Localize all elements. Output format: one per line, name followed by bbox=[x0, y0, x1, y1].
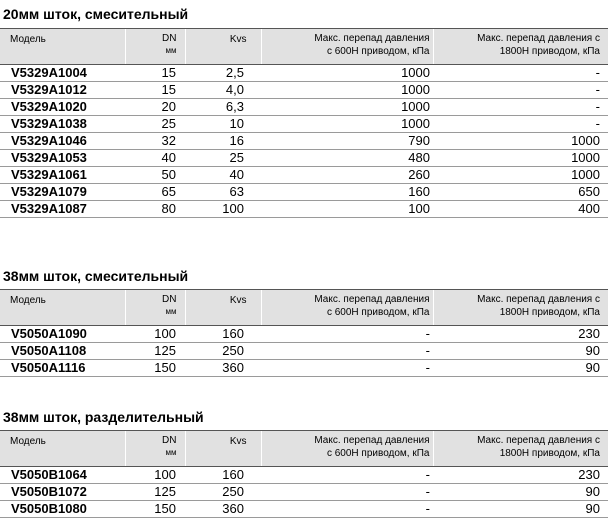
p1800-cell: 90 bbox=[433, 343, 608, 360]
column-header-pressure-600n bbox=[261, 431, 433, 467]
model-cell: V5050A1116 bbox=[0, 360, 125, 377]
model-cell: V5050B1080 bbox=[0, 501, 125, 518]
p600-cell: - bbox=[261, 484, 433, 501]
p600-cell: 100 bbox=[261, 201, 433, 218]
model-cell: V5050B1064 bbox=[0, 467, 125, 484]
column-header-dn bbox=[125, 290, 185, 326]
dn-label: DN bbox=[162, 33, 177, 44]
model-cell: V5329A1004 bbox=[0, 65, 125, 82]
p600-cell: 260 bbox=[261, 167, 433, 184]
dn-cell: 150 bbox=[125, 501, 185, 518]
p600-cell: - bbox=[261, 360, 433, 377]
p1800-cell: - bbox=[433, 65, 608, 82]
p600-cell: 1000 bbox=[261, 82, 433, 99]
column-header-pressure-1800n bbox=[433, 431, 608, 467]
p600-cell: - bbox=[261, 343, 433, 360]
model-cell: V5329A1079 bbox=[0, 184, 125, 201]
kvs-cell: 16 bbox=[185, 133, 261, 150]
column-header-dn bbox=[125, 431, 185, 467]
model-cell: V5329A1087 bbox=[0, 201, 125, 218]
dn-cell: 20 bbox=[125, 99, 185, 116]
kvs-cell: 360 bbox=[185, 360, 261, 377]
kvs-cell: 160 bbox=[185, 467, 261, 484]
column-header-kvs: Kvs bbox=[185, 290, 261, 326]
table-row bbox=[0, 201, 608, 218]
p600-header-line1: Макс. перепад давления bbox=[314, 435, 430, 446]
p1800-header-line1: Макс. перепад давления с bbox=[477, 33, 600, 44]
table-row bbox=[0, 326, 608, 343]
kvs-cell: 2,5 bbox=[185, 65, 261, 82]
column-header-model: Модель bbox=[0, 290, 125, 326]
kvs-cell: 25 bbox=[185, 150, 261, 167]
column-header-model: Модель bbox=[0, 29, 125, 65]
dn-label: DN bbox=[162, 435, 177, 446]
column-header-dn bbox=[125, 29, 185, 65]
model-cell: V5050B1072 bbox=[0, 484, 125, 501]
column-header-pressure-600n bbox=[261, 290, 433, 326]
model-cell: V5050A1108 bbox=[0, 343, 125, 360]
p600-header-line1: Макс. перепад давления bbox=[314, 294, 430, 305]
kvs-cell: 40 bbox=[185, 167, 261, 184]
model-cell: V5329A1038 bbox=[0, 116, 125, 133]
kvs-cell: 10 bbox=[185, 116, 261, 133]
kvs-cell: 250 bbox=[185, 343, 261, 360]
p600-header-line2: с 600Н приводом, кПа bbox=[326, 448, 430, 459]
p1800-cell: 230 bbox=[433, 326, 608, 343]
section-title: 20мм шток, смесительный bbox=[3, 6, 189, 22]
column-header-pressure-1800n bbox=[433, 29, 608, 65]
p1800-header-line2: 1800Н приводом, кПа bbox=[499, 307, 600, 318]
p600-cell: - bbox=[261, 501, 433, 518]
table-row bbox=[0, 167, 608, 184]
dn-cell: 25 bbox=[125, 116, 185, 133]
table-row bbox=[0, 150, 608, 167]
dn-cell: 80 bbox=[125, 201, 185, 218]
p1800-cell: - bbox=[433, 116, 608, 133]
table-row bbox=[0, 82, 608, 99]
kvs-cell: 360 bbox=[185, 501, 261, 518]
table-row bbox=[0, 133, 608, 150]
dn-cell: 150 bbox=[125, 360, 185, 377]
column-header-kvs: Kvs bbox=[185, 29, 261, 65]
p600-header-line2: с 600Н приводом, кПа bbox=[326, 307, 430, 318]
dn-cell: 100 bbox=[125, 326, 185, 343]
p1800-cell: 650 bbox=[433, 184, 608, 201]
column-header-pressure-600n bbox=[261, 29, 433, 65]
dn-cell: 15 bbox=[125, 65, 185, 82]
p600-header-line2: с 600Н приводом, кПа bbox=[326, 46, 430, 57]
p600-cell: 1000 bbox=[261, 99, 433, 116]
kvs-cell: 250 bbox=[185, 484, 261, 501]
p600-cell: 790 bbox=[261, 133, 433, 150]
p1800-cell: 1000 bbox=[433, 133, 608, 150]
column-header-pressure-1800n bbox=[433, 290, 608, 326]
p600-header-line1: Макс. перепад давления bbox=[314, 33, 430, 44]
dn-cell: 125 bbox=[125, 343, 185, 360]
dn-cell: 40 bbox=[125, 150, 185, 167]
p1800-header-line2: 1800Н приводом, кПа bbox=[499, 448, 600, 459]
column-header-model: Модель bbox=[0, 431, 125, 467]
kvs-cell: 100 bbox=[185, 201, 261, 218]
p1800-header-line1: Макс. перепад давления с bbox=[477, 294, 600, 305]
kvs-cell: 4,0 bbox=[185, 82, 261, 99]
section-title: 38мм шток, смесительный bbox=[3, 268, 189, 284]
table-row bbox=[0, 65, 608, 82]
table-row bbox=[0, 343, 608, 360]
table-row bbox=[0, 467, 608, 484]
table-header-row bbox=[0, 290, 608, 326]
p1800-cell: 90 bbox=[433, 360, 608, 377]
p1800-cell: 230 bbox=[433, 467, 608, 484]
dn-cell: 125 bbox=[125, 484, 185, 501]
model-cell: V5329A1053 bbox=[0, 150, 125, 167]
dn-cell: 100 bbox=[125, 467, 185, 484]
p1800-cell: 90 bbox=[433, 501, 608, 518]
p1800-cell: - bbox=[433, 99, 608, 116]
valve-table-38mm-diverting bbox=[0, 430, 608, 518]
dn-cell: 15 bbox=[125, 82, 185, 99]
table-row bbox=[0, 99, 608, 116]
p600-cell: 1000 bbox=[261, 65, 433, 82]
table-row bbox=[0, 184, 608, 201]
table-row bbox=[0, 116, 608, 133]
p1800-header-line1: Макс. перепад давления с bbox=[477, 435, 600, 446]
kvs-cell: 63 bbox=[185, 184, 261, 201]
table-header-row bbox=[0, 431, 608, 467]
table-row bbox=[0, 360, 608, 377]
model-cell: V5050A1090 bbox=[0, 326, 125, 343]
p600-cell: 160 bbox=[261, 184, 433, 201]
dn-cell: 50 bbox=[125, 167, 185, 184]
p600-cell: - bbox=[261, 467, 433, 484]
dn-label: DN bbox=[162, 294, 177, 305]
dn-cell: 65 bbox=[125, 184, 185, 201]
section-title: 38мм шток, разделительный bbox=[3, 409, 204, 425]
table-row bbox=[0, 501, 608, 518]
kvs-cell: 160 bbox=[185, 326, 261, 343]
column-header-kvs: Kvs bbox=[185, 431, 261, 467]
kvs-cell: 6,3 bbox=[185, 99, 261, 116]
dn-unit: мм bbox=[165, 307, 177, 316]
p1800-header-line2: 1800Н приводом, кПа bbox=[499, 46, 600, 57]
p600-cell: 1000 bbox=[261, 116, 433, 133]
p1800-cell: 1000 bbox=[433, 150, 608, 167]
p600-cell: - bbox=[261, 326, 433, 343]
p1800-cell: 1000 bbox=[433, 167, 608, 184]
valve-table-20mm-mixing bbox=[0, 28, 608, 218]
model-cell: V5329A1046 bbox=[0, 133, 125, 150]
dn-unit: мм bbox=[165, 46, 177, 55]
table-row bbox=[0, 484, 608, 501]
model-cell: V5329A1020 bbox=[0, 99, 125, 116]
dn-cell: 32 bbox=[125, 133, 185, 150]
model-cell: V5329A1061 bbox=[0, 167, 125, 184]
model-cell: V5329A1012 bbox=[0, 82, 125, 99]
p1800-cell: 90 bbox=[433, 484, 608, 501]
dn-unit: мм bbox=[165, 448, 177, 457]
p1800-cell: - bbox=[433, 82, 608, 99]
table-header-row bbox=[0, 29, 608, 65]
p1800-cell: 400 bbox=[433, 201, 608, 218]
valve-table-38mm-mixing bbox=[0, 289, 608, 377]
p600-cell: 480 bbox=[261, 150, 433, 167]
